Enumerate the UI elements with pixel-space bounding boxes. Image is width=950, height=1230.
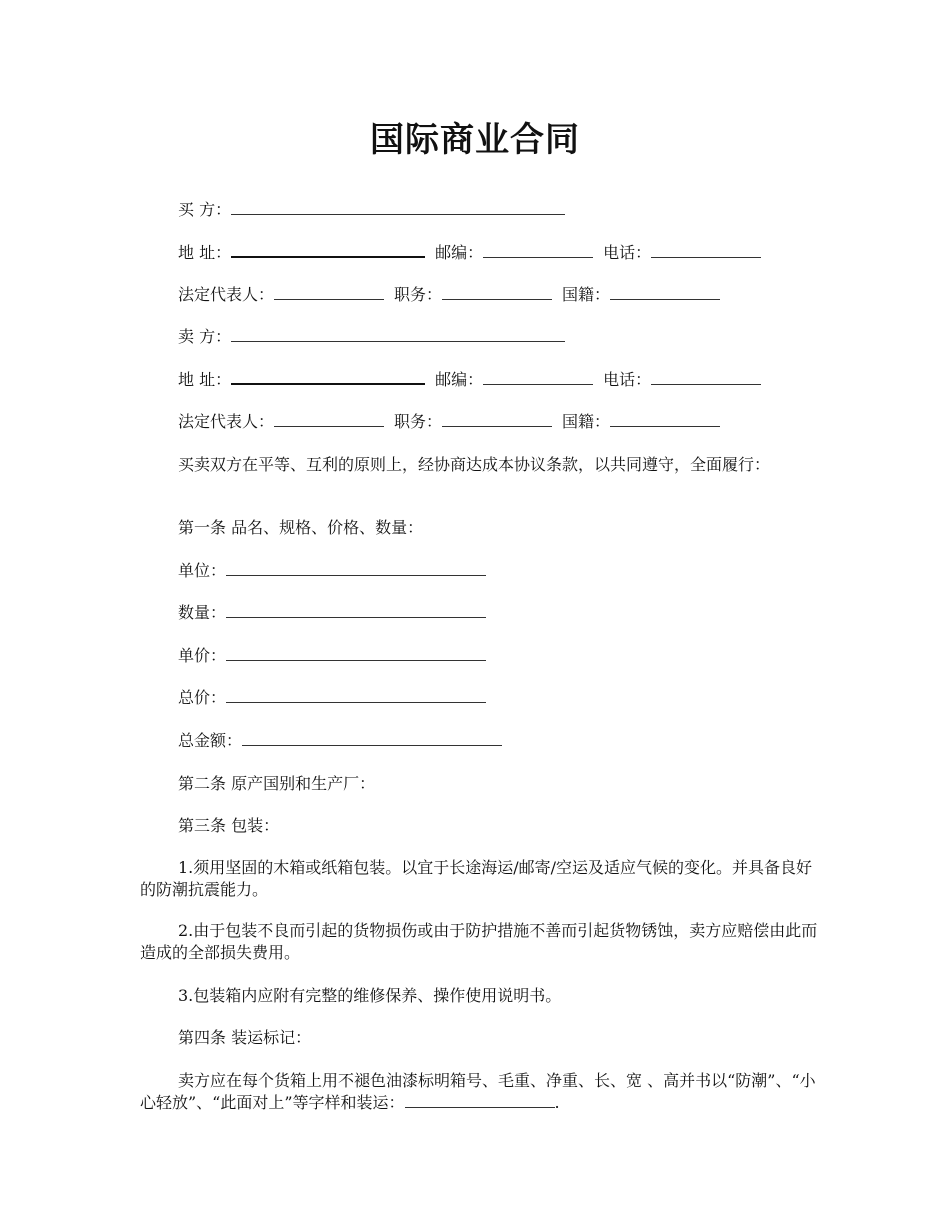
packing-item-1 [140,857,820,901]
buyer-address-line [178,242,761,263]
total-amount-blank[interactable] [242,731,502,746]
buyer-blank[interactable] [231,200,565,215]
buyer-postcode-label: 邮编： [435,243,484,262]
packing-item-3-text: 3.包装箱内应附有完整的维修保养、操作使用说明书。 [178,986,562,1005]
seller-position-label: 职务： [394,412,443,431]
seller-phone-label: 电话： [603,370,652,389]
quantity-label: 数量： [178,603,227,622]
seller-rep-line [178,412,720,432]
seller-address-line [178,369,761,390]
total-price-blank[interactable] [226,688,486,703]
unit-price-line [178,646,486,666]
total-amount-line [178,731,502,751]
article2-heading: 第二条 原产国别和生产厂： [178,774,376,793]
total-amount-label: 总金额： [178,731,243,750]
unit-price-label: 单价： [178,646,227,665]
document-title: 国际商业合同 [370,120,580,160]
packing-item-1-text: 1.须用坚固的木箱或纸箱包装。以宜于长途海运/邮寄/空运及适应气候的变化。并具备良好的防潮抗震能力。 [140,858,813,899]
seller-nationality-label: 国籍： [562,412,611,431]
intro-paragraph [140,454,820,476]
unit-line [178,561,486,581]
quantity-blank[interactable] [226,603,486,618]
buyer-rep-line [178,285,720,305]
shipping-mark-end: . [554,1093,560,1112]
seller-address-blank[interactable] [231,369,425,385]
seller-rep-label: 法定代表人： [178,412,275,431]
seller-postcode-label: 邮编： [435,370,484,389]
seller-label: 卖 方： [178,327,232,346]
article1-heading: 第一条 品名、规格、价格、数量： [178,518,424,537]
packing-item-3 [140,985,820,1007]
article4-heading: 第四条 装运标记： [178,1028,312,1047]
buyer-rep-label: 法定代表人： [178,285,275,304]
buyer-nationality-blank[interactable] [610,285,720,300]
buyer-label: 买 方： [178,200,232,219]
seller-blank[interactable] [231,327,565,342]
buyer-position-label: 职务： [394,285,443,304]
shipping-mark-paragraph [140,1070,820,1114]
total-price-label: 总价： [178,688,227,707]
buyer-address-blank[interactable] [231,242,425,258]
unit-label: 单位： [178,561,227,580]
buyer-position-blank[interactable] [442,285,552,300]
seller-position-blank[interactable] [442,412,552,427]
quantity-line [178,603,486,623]
buyer-line [178,200,565,220]
intro-text: 买卖双方在平等、互利的原则上，经协商达成本协议条款，以共同遵守，全面履行： [178,455,771,474]
buyer-rep-blank[interactable] [274,285,384,300]
seller-postcode-blank[interactable] [483,370,593,385]
unit-price-blank[interactable] [226,646,486,661]
packing-item-2-text: 2.由于包装不良而引起的货物损伤或由于防护措施不善而引起货物锈蚀，卖方应赔偿由此而造成的全部损失费用。 [140,921,818,962]
seller-nationality-blank[interactable] [610,412,720,427]
seller-rep-blank[interactable] [274,412,384,427]
article3-heading: 第三条 包装： [178,816,280,835]
seller-phone-blank[interactable] [651,370,761,385]
unit-blank[interactable] [226,561,486,576]
shipping-mark-text: 卖方应在每个货箱上用不褪色油漆标明箱号、毛重、净重、长、宽 、高并书以“防潮”、“小心轻放”、“此面对上”等字样和装运： [140,1071,816,1112]
buyer-phone-blank[interactable] [651,243,761,258]
buyer-postcode-blank[interactable] [483,243,593,258]
buyer-nationality-label: 国籍： [562,285,611,304]
buyer-phone-label: 电话： [603,243,652,262]
shipping-mark-blank[interactable] [405,1093,555,1108]
packing-item-2 [140,920,820,964]
seller-line [178,327,565,347]
buyer-address-label: 地 址： [178,243,232,262]
total-price-line [178,688,486,708]
seller-address-label: 地 址： [178,370,232,389]
